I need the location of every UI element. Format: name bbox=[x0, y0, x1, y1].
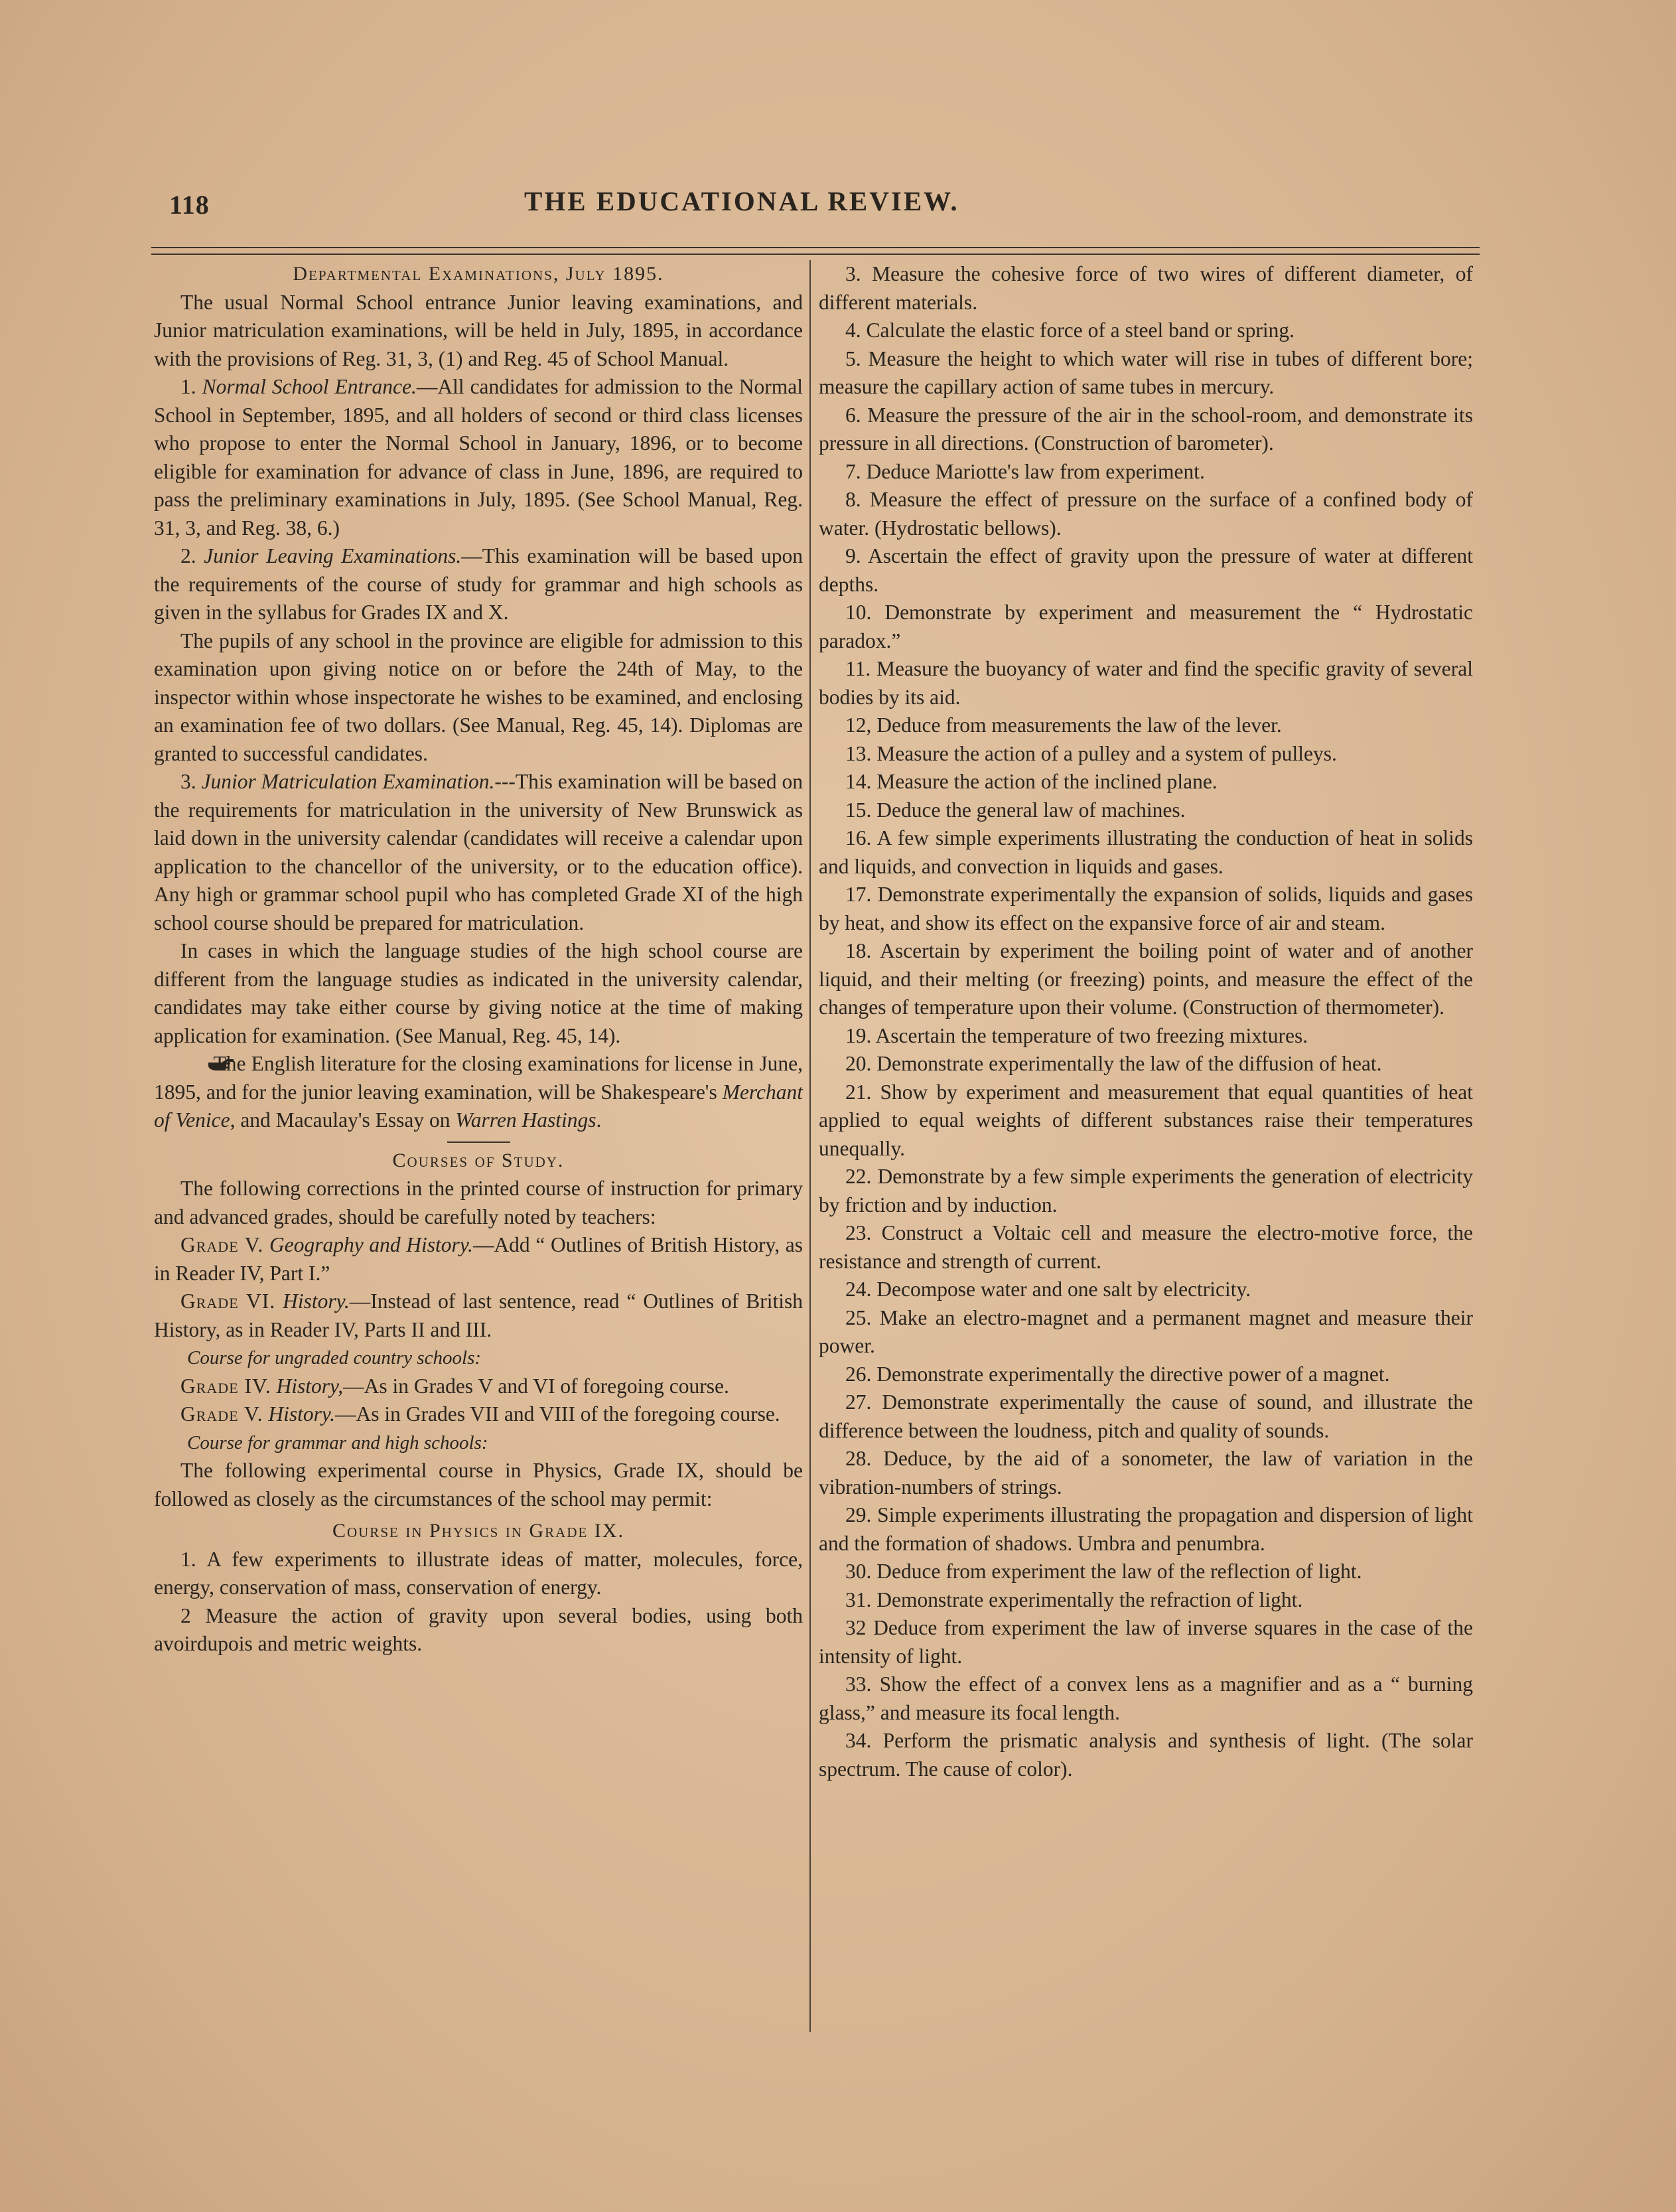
experiment-item: 31. Demonstrate experimentally the refraction of light. bbox=[845, 1587, 1303, 1611]
section-separator bbox=[447, 1142, 510, 1143]
physics-intro-paragraph: The following experimental course in Physics, Grade IX, should be followed as closely as the circumstances of the school may permit: bbox=[154, 1459, 803, 1511]
experiment-item: 30. Deduce from experiment the law of the reflection of light. bbox=[845, 1560, 1362, 1583]
item-title: Normal School Entrance. bbox=[202, 375, 417, 398]
section-title-departmental-examinations: Departmental Examinations, July 1895. bbox=[293, 263, 664, 285]
text-run: . bbox=[596, 1108, 602, 1132]
grade-v-correction bbox=[154, 1231, 803, 1288]
experiment-item: 8. Measure the effect of pressure on the surface of a confined body of water. (Hydrostatic bellows). bbox=[819, 488, 1473, 540]
experiment-item: 14. Measure the action of the inclined plane. bbox=[845, 770, 1218, 793]
column-divider bbox=[809, 260, 811, 2032]
experiment-item: 21. Show by experiment and measurement that equal quantities of heat applied to equal weights of different substances raise their temperatures unequally. bbox=[819, 1080, 1473, 1160]
experiment-item: 33. Show the effect of a convex lens as a magnifier and as a “ burning glass,” and measure its focal length. bbox=[819, 1672, 1473, 1724]
subject: History. bbox=[283, 1290, 350, 1313]
subject: Geography and History. bbox=[269, 1233, 473, 1256]
grammar-schools-subhead: Course for grammar and high schools: bbox=[187, 1432, 488, 1453]
item-number: 3. bbox=[180, 770, 196, 793]
experiment-item: 16. A few simple experiments illustrating the conduction of heat in solids and liquids, and convection in liquids and gases. bbox=[819, 826, 1473, 878]
right-column bbox=[819, 260, 1473, 1783]
item-text: —All candidates for admission to the Normal School in September, 1895, and all holders of second or third class licenses who propose to enter the Normal School in January, 1896, or to become eligible for examination for advance of class in June, 1896, are required to pass the preliminary examinations in July, 1895. (See School Manual, Reg. 31, 3, and Reg. 38, 6.) bbox=[154, 375, 803, 540]
experiment-item: 18. Ascertain by experiment the boiling point of water and of another liquid, and their melting (or freezing) points, and measure the effect of the changes of temperature upon their volume. (Construction of thermometer). bbox=[819, 939, 1473, 1019]
grade-label: Grade V. bbox=[180, 1402, 263, 1426]
pupils-paragraph: The pupils of any school in the province are eligible for admission to this examination upon giving notice on or before the 24th of May, to the inspector within whose inspectorate he wishes to be examined, and enclosing an examination fee of two dollars. (See Manual, Reg. 45, 14). Diplomas are granted to successful candidates. bbox=[154, 628, 803, 765]
experiment-item: 7. Deduce Mariotte's law from experiment. bbox=[845, 459, 1205, 483]
intro-paragraph: The usual Normal School entrance Junior leaving examinations, and Junior matriculation examinations, will be held in July, 1895, in accordance with the provisions of Reg. 31, 3, (1) and Reg. 45 of School Manual. bbox=[154, 290, 803, 370]
experiment-item: 5. Measure the height to which water will rise in tubes of different bore; measure the capillary action of same tubes in mercury. bbox=[819, 346, 1473, 398]
experiment-item: 4. Calculate the elastic force of a steel band or spring. bbox=[845, 319, 1294, 342]
item-text: ---This examination will be based on the requirements for matriculation in the university of New Brunswick as laid down in the university calendar (candidates will receive a calendar upon application to the chancellor of the university, or to the education office). Any high or grammar school pupil who has completed Grade XI of the high school course should be prepared for matriculation. bbox=[154, 770, 803, 934]
page-number: 118 bbox=[169, 190, 210, 220]
page-header bbox=[169, 186, 1496, 236]
left-column bbox=[154, 260, 803, 1659]
experiment-item: 29. Simple experiments illustrating the propagation and dispersion of light and the formation of shadows. Umbra and penumbra. bbox=[819, 1503, 1473, 1555]
corrections-paragraph: The following corrections in the printed course of instruction for primary and advanced grades, should be carefully noted by teachers: bbox=[154, 1177, 803, 1228]
grade-label: Grade V. bbox=[180, 1233, 264, 1256]
item-text: —This examination will be based upon the requirements of the course of study for grammar and high schools as given in the syllabus for Grades IX and X. bbox=[154, 544, 803, 624]
correction-text: —As in Grades VII and VIII of the foregoing course. bbox=[335, 1402, 780, 1426]
experiment-item: 10. Demonstrate by experiment and measurement the “ Hydrostatic paradox.” bbox=[819, 601, 1473, 652]
text-run: The English literature for the closing examinations for license in June, 1895, and for the junior leaving examination, will be Shakespeare's bbox=[154, 1052, 803, 1104]
subject: History. bbox=[268, 1402, 336, 1426]
grade-vi-correction bbox=[154, 1288, 803, 1344]
grade-label: Grade VI. bbox=[180, 1290, 276, 1313]
manicule-icon bbox=[180, 1051, 208, 1066]
experiment-item: 23. Construct a Voltaic cell and measure the electro-motive force, the resistance and strength of current. bbox=[819, 1221, 1473, 1273]
item-title: Junior Matriculation Examination. bbox=[201, 770, 495, 793]
experiment-item: 17. Demonstrate experimentally the expansion of solids, liquids and gases by heat, and show its effect on the expansive force of air and steam. bbox=[819, 883, 1473, 934]
experiment-item: 19. Ascertain the temperature of two freezing mixtures. bbox=[845, 1023, 1308, 1047]
experiment-item: 25. Make an electro-magnet and a permanent magnet and measure their power. bbox=[819, 1305, 1473, 1357]
grade-v-ungraded bbox=[154, 1400, 803, 1429]
experiment-item: 26. Demonstrate experimentally the directive power of a magnet. bbox=[845, 1362, 1390, 1386]
ungraded-schools-subhead: Course for ungraded country schools: bbox=[187, 1347, 482, 1368]
section-title-physics-course: Course in Physics in Grade IX. bbox=[332, 1520, 625, 1542]
correction-text: —Instead of last sentence, read “ Outlines of British History, as in Reader IV, Parts II and III. bbox=[154, 1290, 803, 1341]
correction-text: —As in Grades V and VI of foregoing course. bbox=[343, 1374, 729, 1398]
experiment-item: 11. Measure the buoyancy of water and find the specific gravity of several bodies by its aid. bbox=[819, 657, 1473, 709]
experiment-item: 28. Deduce, by the aid of a sonometer, the law of variation in the vibration-numbers of strings. bbox=[819, 1447, 1473, 1499]
experiment-item: 20. Demonstrate experimentally the law of the diffusion of heat. bbox=[845, 1052, 1382, 1075]
experiment-item: 13. Measure the action of a pulley and a system of pulleys. bbox=[845, 741, 1337, 765]
text-run: , and Macaulay's Essay on bbox=[230, 1108, 456, 1132]
grade-iv-ungraded bbox=[154, 1372, 803, 1401]
item-title: Junior Leaving Examinations. bbox=[204, 544, 462, 567]
experiment-item: 2 Measure the action of gravity upon several bodies, using both avoirdupois and metric weights. bbox=[154, 1603, 803, 1655]
section-title-courses-of-study: Courses of Study. bbox=[392, 1149, 565, 1171]
header-double-rule bbox=[151, 247, 1480, 255]
english-literature-paragraph bbox=[154, 1050, 803, 1135]
experiment-item: 32 Deduce from experiment the law of inverse squares in the case of the intensity of light. bbox=[819, 1616, 1473, 1668]
experiment-item: 9. Ascertain the effect of gravity upon the pressure of water at different depths. bbox=[819, 544, 1473, 596]
item-number: 1. bbox=[180, 375, 196, 398]
essay-title: Warren Hastings bbox=[455, 1108, 596, 1132]
item-junior-leaving bbox=[154, 542, 803, 627]
experiment-item: 12, Deduce from measurements the law of the lever. bbox=[845, 713, 1282, 737]
experiment-item: 34. Perform the prismatic analysis and synthesis of light. (The solar spectrum. The cause of color). bbox=[819, 1729, 1473, 1781]
item-junior-matriculation bbox=[154, 768, 803, 937]
experiment-item: 1. A few experiments to illustrate ideas of matter, molecules, force, energy, conservation of mass, conservation of energy. bbox=[154, 1547, 803, 1599]
item-normal-school-entrance bbox=[154, 373, 803, 542]
experiment-item: 6. Measure the pressure of the air in the school-room, and demonstrate its pressure in all directions. (Construction of barometer). bbox=[819, 403, 1473, 455]
item-number: 2. bbox=[180, 544, 196, 567]
grade-label: Grade IV. bbox=[180, 1374, 271, 1398]
subject: History, bbox=[276, 1374, 344, 1398]
experiment-item: 15. Deduce the general law of machines. bbox=[845, 798, 1186, 822]
play-title: Merchant of Venice bbox=[154, 1080, 803, 1132]
correction-text: —Add “ Outlines of British History, as in Reader IV, Part I.” bbox=[154, 1233, 803, 1285]
language-paragraph: In cases in which the language studies of the high school course are different from the language studies as indicated in the university calendar, candidates may take either course by giving notice at the time of making application for examination. (See Manual, Reg. 45, 14). bbox=[154, 939, 803, 1047]
experiment-item: 22. Demonstrate by a few simple experiments the generation of electricity by friction and by induction. bbox=[819, 1165, 1473, 1217]
experiment-item: 3. Measure the cohesive force of two wires of different diameter, of different materials. bbox=[819, 262, 1473, 314]
journal-title: THE EDUCATIONAL REVIEW. bbox=[524, 186, 959, 216]
experiment-item: 27. Demonstrate experimentally the cause of sound, and illustrate the difference between the loudness, pitch and quality of sounds. bbox=[819, 1390, 1473, 1442]
experiment-item: 24. Decompose water and one salt by electricity. bbox=[845, 1278, 1251, 1301]
